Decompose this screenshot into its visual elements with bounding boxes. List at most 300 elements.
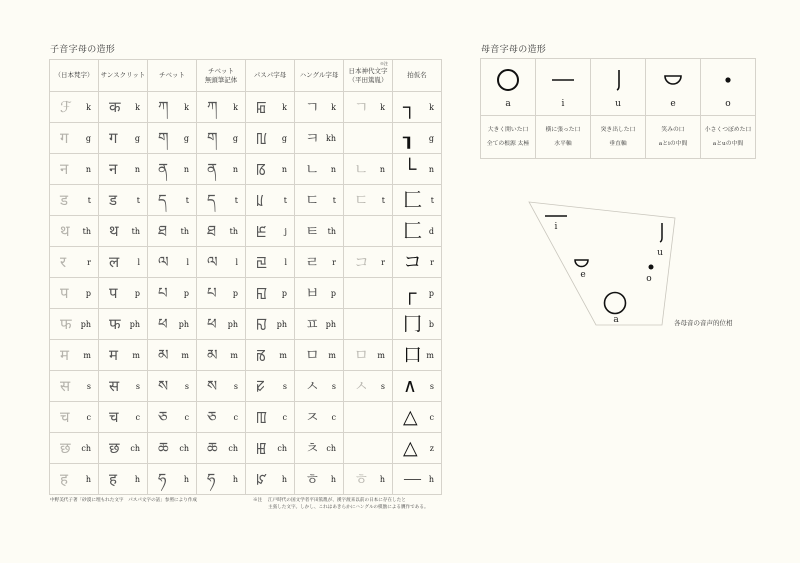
letter-glyph: ㅂ (305, 283, 320, 302)
letter-glyph: ℱ (60, 97, 72, 116)
romanization: t (332, 195, 336, 205)
letter-glyph: ㄴ (354, 159, 369, 178)
letter-glyph: ह (60, 469, 68, 488)
cell-kana (393, 92, 442, 123)
cell-hangul (295, 216, 344, 247)
cell-kana (393, 185, 442, 216)
letter-glyph: छ (109, 438, 120, 457)
header-tibetan-cursive: チベット 無頭筆記体 (197, 60, 246, 92)
romanization: s (184, 381, 189, 391)
letter-glyph: ड (109, 190, 118, 209)
romanization: r (332, 257, 336, 267)
romanization: p (134, 288, 140, 298)
romanization: h (330, 474, 336, 484)
letter-glyph: ན (207, 159, 218, 178)
letter-glyph: ཅ (207, 407, 217, 426)
romanization: m (181, 350, 189, 360)
romanization: s (380, 381, 385, 391)
cell-phags-pa (246, 154, 295, 185)
letter-glyph: र (60, 252, 67, 271)
romanization: ch (326, 443, 336, 453)
vowel-cell-i: i (536, 59, 591, 116)
cell-jindai (344, 216, 393, 247)
letter-glyph: ㅎ (305, 469, 320, 488)
consonant-section-title: 子音字母の造形 (50, 45, 116, 55)
cell-tibetan-cursive (197, 185, 246, 216)
table-row (50, 185, 442, 216)
letter-glyph: ㄴ (305, 159, 320, 178)
cell-jindai (344, 309, 393, 340)
cell-tibetan-cursive (197, 92, 246, 123)
letter-glyph: न (60, 159, 69, 178)
romanization: m (377, 350, 385, 360)
cell-phags-pa (246, 92, 295, 123)
cell-tibetan-cursive (197, 464, 246, 495)
romanization: l (235, 257, 238, 267)
letter-glyph: 口 (403, 343, 423, 366)
romanization: h (85, 474, 91, 484)
cell-sanskrit (99, 371, 148, 402)
cell-phags-pa (246, 309, 295, 340)
header-sanskrit: サンスクリット (99, 60, 148, 92)
romanization: ch (81, 443, 91, 453)
cell-bonji (50, 371, 99, 402)
header-phags-pa: パスパ字母 (246, 60, 295, 92)
cell-phags-pa (246, 185, 295, 216)
letter-glyph: ཐ (207, 221, 217, 240)
cell-sanskrit (99, 433, 148, 464)
table-row (50, 371, 442, 402)
letter-glyph: ┌ (403, 281, 417, 304)
source-note: 中野美代子著「砂漠に埋もれた文字 パスパ文字の話」参照により作成 (50, 498, 198, 503)
letter-glyph: स (60, 376, 71, 395)
cell-hangul (295, 278, 344, 309)
romanization: ch (228, 443, 238, 453)
letter-glyph: △ (403, 436, 418, 459)
letter-glyph: ས (207, 376, 218, 395)
romanization: m (279, 350, 287, 360)
table-row (50, 247, 442, 278)
header-kana: 拍仮名 (393, 60, 442, 92)
letter-glyph: ཀ (158, 97, 169, 116)
romanization: s (86, 381, 91, 391)
vowel-cell-u: u (591, 59, 646, 116)
letter-glyph: ཆ (207, 438, 218, 457)
cell-hangul (295, 247, 344, 278)
letter-glyph: པ (158, 283, 168, 302)
cell-tibetan-cursive (197, 402, 246, 433)
letter-glyph: ཐ (158, 221, 168, 240)
cell-bonji (50, 216, 99, 247)
romanization: k (429, 102, 434, 112)
romanization: l (137, 257, 140, 267)
table-row (50, 216, 442, 247)
cell-bonji (50, 340, 99, 371)
letter-glyph: म (60, 345, 69, 364)
vowel-o-label: o (646, 274, 652, 284)
letter-glyph: △ (403, 405, 418, 428)
cell-jindai (344, 371, 393, 402)
romanization: z (429, 443, 434, 453)
cell-kana (393, 464, 442, 495)
letter-glyph: ㄷ (354, 190, 369, 209)
romanization: t (283, 195, 287, 205)
romanization: ph (276, 319, 287, 329)
vowel-desc-i: 横に張った口 水平軸 (536, 116, 591, 159)
romanization: s (233, 381, 238, 391)
vowel-desc-u: 突き出した口 垂直軸 (591, 116, 646, 159)
letter-glyph: ㅅ (354, 376, 369, 395)
cell-tibetan-cursive (197, 340, 246, 371)
vowel-cell-o: o (701, 59, 756, 116)
romanization: n (85, 164, 91, 174)
letter-glyph: ㅁ (354, 345, 369, 364)
letter-glyph: ㄱ (305, 97, 320, 116)
cell-sanskrit (99, 247, 148, 278)
romanization: m (132, 350, 140, 360)
letter-glyph: ꡃ (256, 128, 268, 147)
letter-glyph: コ (354, 252, 370, 271)
vowel-desc-a: 大きく開いた口 全ての根源 太極 (481, 116, 536, 159)
romanization: t (430, 195, 434, 205)
letter-glyph: 冂 (403, 312, 423, 335)
romanization: k (86, 102, 91, 112)
cell-sanskrit (99, 216, 148, 247)
cell-tibetan (148, 92, 197, 123)
letter-glyph: ㄷ (305, 190, 320, 209)
romanization: p (85, 288, 91, 298)
footnote-line-1: 江戸時代の国文学者平田篤胤が、漢字渡来以前の日本に存在したと (268, 498, 406, 503)
letter-glyph: ꡅ (256, 438, 267, 457)
romanization: kh (326, 133, 336, 143)
letter-glyph: च (60, 407, 70, 426)
letter-glyph: ꡎ (256, 283, 268, 302)
vowel-u-mark (660, 223, 662, 242)
cell-tibetan (148, 154, 197, 185)
romanization: j (284, 226, 287, 236)
letter-glyph: ན (158, 159, 169, 178)
cell-tibetan-cursive (197, 216, 246, 247)
letter-glyph: ∧ (403, 374, 417, 397)
romanization: c (282, 412, 287, 422)
vowel-u-label: u (657, 248, 663, 258)
cell-hangul (295, 154, 344, 185)
cell-bonji (50, 278, 99, 309)
romanization: b (428, 319, 434, 329)
romanization: c (429, 412, 434, 422)
letter-glyph: ས (158, 376, 169, 395)
cell-jindai (344, 185, 393, 216)
romanization: m (230, 350, 238, 360)
vowel-a-mark (605, 293, 626, 314)
consonant-table (49, 59, 442, 495)
cell-sanskrit (99, 92, 148, 123)
romanization: ph (129, 319, 140, 329)
letter-glyph: ꡄ (256, 407, 268, 426)
cell-phags-pa (246, 123, 295, 154)
romanization: t (87, 195, 91, 205)
romanization: m (328, 350, 336, 360)
vowel-position-diagram (520, 195, 680, 335)
romanization: r (381, 257, 385, 267)
romanization: h (428, 474, 434, 484)
romanization: k (331, 102, 336, 112)
letter-glyph: ཧ (158, 469, 167, 488)
letter-glyph: छ (60, 438, 71, 457)
cell-kana (393, 216, 442, 247)
cell-sanskrit (99, 123, 148, 154)
letter-glyph: ꡋ (256, 159, 267, 178)
romanization: ph (325, 319, 336, 329)
cell-jindai (344, 402, 393, 433)
romanization: s (429, 381, 434, 391)
romanization: n (379, 164, 385, 174)
footnote-mark: ※注 (253, 498, 263, 503)
letter-glyph: 匚 (403, 219, 423, 242)
romanization: l (186, 257, 189, 267)
cell-tibetan (148, 464, 197, 495)
table-row (50, 402, 442, 433)
vowel-section-title: 母音字母の造形 (481, 45, 547, 55)
letter-glyph: ལ (207, 252, 218, 271)
table-row (50, 154, 442, 185)
cell-jindai (344, 154, 393, 185)
romanization: p (232, 288, 238, 298)
letter-glyph: म (109, 345, 118, 364)
letter-glyph: ग (109, 128, 118, 147)
romanization: g (281, 133, 287, 143)
circle-icon (496, 68, 520, 92)
consonant-table-header (50, 60, 442, 92)
cell-kana (393, 123, 442, 154)
cell-bonji (50, 433, 99, 464)
letter-glyph: फ (109, 314, 121, 333)
table-row (50, 309, 442, 340)
romanization: p (183, 288, 189, 298)
letter-glyph: ㅎ (354, 469, 369, 488)
vowel-a-label: a (613, 315, 619, 325)
romanization: n (281, 164, 287, 174)
cell-sanskrit (99, 464, 148, 495)
cell-tibetan-cursive (197, 371, 246, 402)
letter-glyph: ꡏ (256, 345, 267, 364)
letter-glyph: པ (207, 283, 217, 302)
cell-sanskrit (99, 309, 148, 340)
diagram-caption: 各母音の音声的位相 (674, 319, 733, 327)
romanization: th (82, 226, 91, 236)
romanization: c (331, 412, 336, 422)
cell-tibetan (148, 340, 197, 371)
cell-jindai (344, 247, 393, 278)
letter-glyph: ㅊ (305, 438, 320, 457)
romanization: ph (178, 319, 189, 329)
romanization: s (331, 381, 336, 391)
romanization: h (134, 474, 140, 484)
cell-hangul (295, 309, 344, 340)
letter-glyph: ल (109, 252, 120, 271)
cell-phags-pa (246, 247, 295, 278)
cell-phags-pa (246, 433, 295, 464)
romanization: g (85, 133, 91, 143)
cell-hangul (295, 185, 344, 216)
cell-tibetan (148, 309, 197, 340)
letter-glyph: स (109, 376, 120, 395)
letter-glyph: ཧ (207, 469, 216, 488)
letter-glyph: प (60, 283, 69, 302)
romanization: g (428, 133, 434, 143)
header-jindai: ※注 日本神代文字 （平田篤胤） (344, 60, 393, 92)
cell-bonji (50, 92, 99, 123)
letter-glyph: थ (109, 221, 119, 240)
cell-bonji (50, 123, 99, 154)
romanization: ch (179, 443, 189, 453)
cell-sanskrit (99, 154, 148, 185)
cell-bonji (50, 464, 99, 495)
romanization: l (284, 257, 287, 267)
cell-hangul (295, 92, 344, 123)
vowel-e-mark (575, 260, 588, 267)
letter-glyph: च (109, 407, 119, 426)
cell-jindai (344, 123, 393, 154)
cell-phags-pa (246, 402, 295, 433)
romanization: th (180, 226, 189, 236)
romanization: g (183, 133, 189, 143)
romanization: n (134, 164, 140, 174)
letter-glyph: コ (403, 250, 423, 273)
vowel-e-label: e (580, 270, 586, 280)
romanization: t (136, 195, 140, 205)
cell-tibetan (148, 278, 197, 309)
cell-kana (393, 278, 442, 309)
header-bonji: （日本梵字） (50, 60, 99, 92)
letter-glyph: ┐ (403, 95, 417, 118)
cell-tibetan (148, 371, 197, 402)
cell-hangul (295, 340, 344, 371)
letter-glyph: क (109, 97, 121, 116)
cell-bonji (50, 154, 99, 185)
romanization: n (330, 164, 336, 174)
cell-jindai (344, 340, 393, 371)
romanization: c (184, 412, 189, 422)
table-row (50, 123, 442, 154)
romanization: k (135, 102, 140, 112)
cell-tibetan (148, 123, 197, 154)
vowel-trapezoid (529, 202, 675, 325)
romanization: n (428, 164, 434, 174)
letter-glyph: 匚 (403, 188, 423, 211)
cell-tibetan (148, 402, 197, 433)
letter-glyph: └ (403, 157, 417, 180)
cell-tibetan (148, 433, 197, 464)
footnote-line-2: 主張した文字。しかし、これはあきらかにハングルの模倣による贋作である。 (268, 505, 429, 510)
cell-bonji (50, 402, 99, 433)
cell-kana (393, 309, 442, 340)
letter-glyph: ꡈ (256, 221, 267, 240)
romanization: m (83, 350, 91, 360)
letter-glyph: ད (158, 190, 167, 209)
letter-glyph: न (109, 159, 118, 178)
romanization: n (183, 164, 189, 174)
cell-sanskrit (99, 278, 148, 309)
vowel-desc-e: 笑みの口 aとiの中間 (646, 116, 701, 159)
romanization: th (229, 226, 238, 236)
romanization: d (428, 226, 434, 236)
footnote-marker: ※注 (380, 61, 388, 66)
vowel-cell-a: a (481, 59, 536, 116)
cell-tibetan-cursive (197, 433, 246, 464)
table-row (50, 278, 442, 309)
cell-kana (393, 154, 442, 185)
romanization: r (87, 257, 91, 267)
cell-tibetan-cursive (197, 309, 246, 340)
romanization: g (232, 133, 238, 143)
letter-glyph: ཆ (158, 438, 169, 457)
cell-tibetan (148, 216, 197, 247)
cell-sanskrit (99, 185, 148, 216)
letter-glyph: ㅋ (305, 128, 320, 147)
table-row (50, 433, 442, 464)
letter-glyph: ㅅ (305, 376, 320, 395)
letter-glyph: ꡂ (256, 97, 267, 116)
letter-glyph: ཀ (207, 97, 218, 116)
letter-glyph: ꡊ (256, 190, 264, 209)
letter-glyph: ꡍ (256, 314, 268, 333)
letter-glyph: ཕ (207, 314, 217, 333)
cell-jindai (344, 464, 393, 495)
letter-glyph: ㅁ (305, 345, 320, 364)
romanization: c (135, 412, 140, 422)
table-row (50, 340, 442, 371)
letter-glyph: ड (60, 190, 69, 209)
romanization: k (380, 102, 385, 112)
letter-glyph: ཅ (158, 407, 168, 426)
header-tibetan: チベット (148, 60, 197, 92)
cell-jindai (344, 433, 393, 464)
cell-phags-pa (246, 371, 295, 402)
horizontal-line-icon (550, 75, 576, 85)
cell-hangul (295, 433, 344, 464)
letter-glyph: — (403, 467, 422, 490)
cell-hangul (295, 123, 344, 154)
vowel-cell-e: e (646, 59, 701, 116)
letter-glyph: མ (207, 345, 218, 364)
cell-tibetan-cursive (197, 123, 246, 154)
vowel-desc-o: 小さくつぼめた口 aとuの中間 (701, 116, 756, 159)
cell-bonji (50, 185, 99, 216)
table-row (50, 464, 442, 495)
romanization: t (234, 195, 238, 205)
letter-glyph: ꡙ (256, 252, 268, 271)
romanization: p (281, 288, 287, 298)
vowel-i-label: i (554, 222, 558, 232)
letter-glyph: ག (158, 128, 169, 147)
letter-glyph: མ (158, 345, 169, 364)
letter-glyph: ㄱ (354, 97, 369, 116)
romanization: h (379, 474, 385, 484)
cell-kana (393, 402, 442, 433)
romanization: th (131, 226, 140, 236)
cell-jindai (344, 278, 393, 309)
romanization: k (282, 102, 287, 112)
romanization: s (282, 381, 287, 391)
cell-hangul (295, 371, 344, 402)
cell-phags-pa (246, 216, 295, 247)
cell-tibetan-cursive (197, 278, 246, 309)
cell-phags-pa (246, 340, 295, 371)
letter-glyph: थ (60, 221, 70, 240)
letter-glyph: ㅍ (305, 314, 320, 333)
romanization: c (233, 412, 238, 422)
